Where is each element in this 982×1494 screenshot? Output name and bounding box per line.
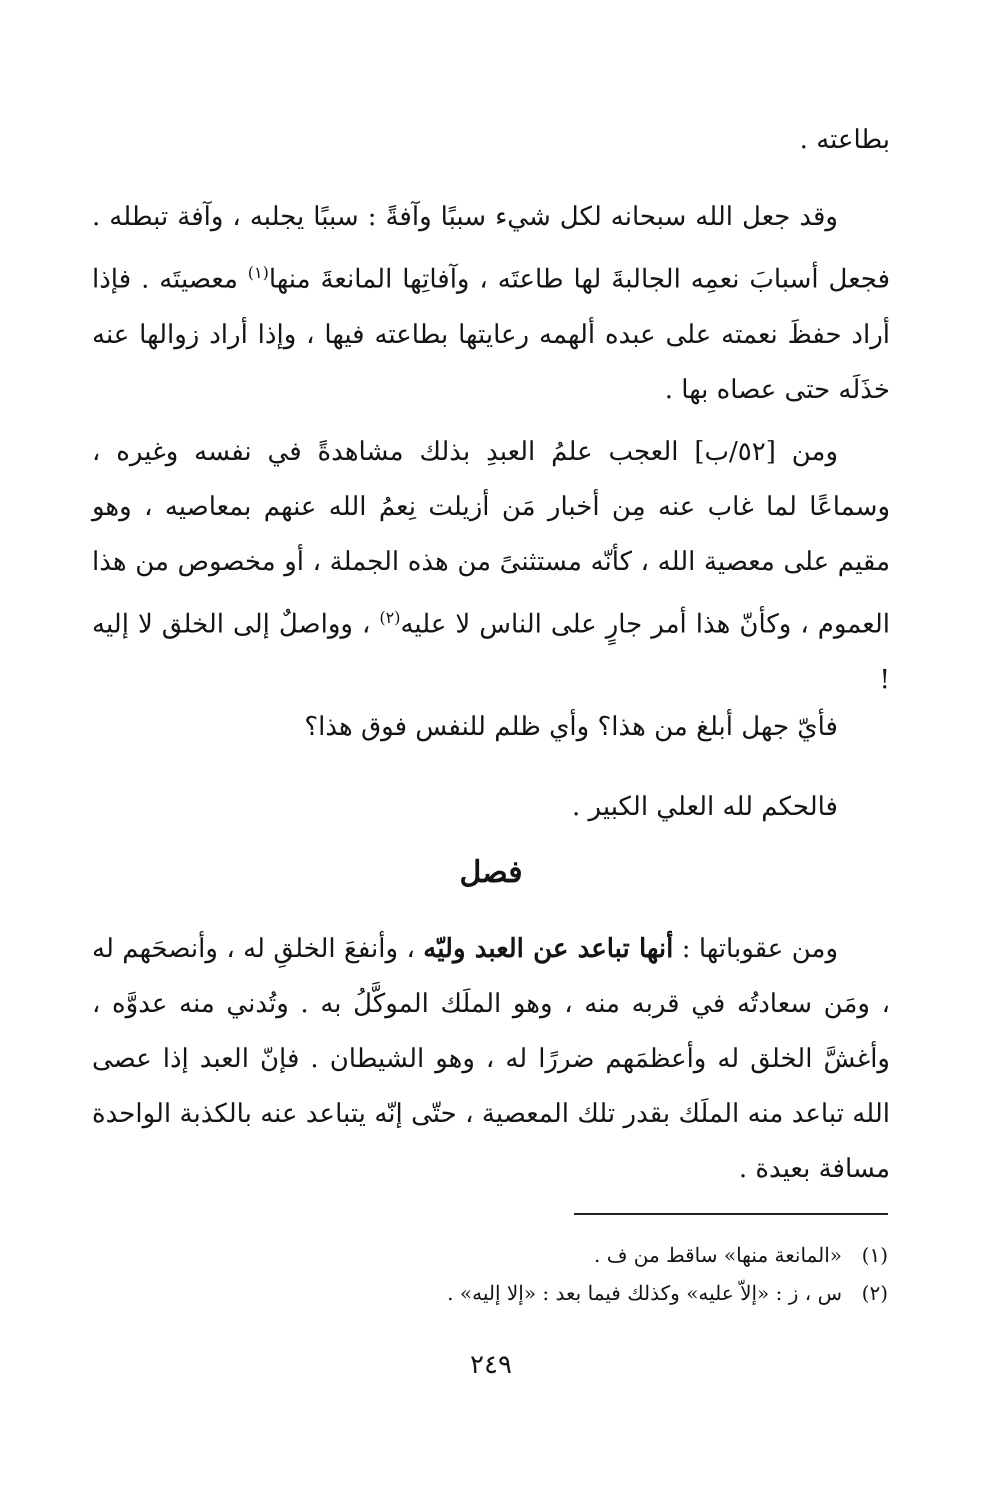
paragraph-5-text bbox=[92, 922, 890, 1197]
paragraph-4-text: فالحكم لله العلي الكبير . bbox=[571, 792, 838, 822]
paragraph-continuation bbox=[92, 113, 890, 168]
footnote-text: س ، ز : «إلاّ عليه» وكذلك فيما بعد : «إلا إليه» . bbox=[447, 1281, 842, 1305]
paragraph-2-part-1: ومن [٥٢/ب] العجب علمُ العبدِ بذلك مشاهدةً في نفسه وغيره ، وسماعًا لما غاب عنه مِن أخبار مَن أزيلت نِعمُ الله عنهم بمعاصيه ، وهو مقيم على معصية الله ، كأنّه مستثنىً من هذه الجملة ، أو مخصوص من هذا العموم ، وكأنّ هذا أمر جارٍ على الناس لا عليه bbox=[92, 437, 891, 640]
paragraph-3 bbox=[92, 700, 890, 755]
footnote-ref-1: (١) bbox=[247, 263, 269, 282]
paragraph-2 bbox=[92, 425, 890, 708]
section-heading: فصل bbox=[459, 855, 523, 890]
paragraph-5 bbox=[92, 922, 890, 1197]
paragraph-1-part-2: معصيتَه . فإذا أراد حفظَ نعمته على عبده ألهمه رعايتها بطاعته فيها ، وإذا أراد زوالها عنه خذَلَه حتى عصاه بها . bbox=[92, 264, 890, 405]
footnote-text: «المانعة منها» ساقط من ف . bbox=[594, 1243, 842, 1267]
footnote-divider bbox=[574, 1213, 888, 1215]
page-number: ٢٤٩ bbox=[470, 1350, 512, 1380]
paragraph-5-part-1: ومن عقوباتها : bbox=[673, 934, 838, 964]
paragraph-3-text: فأيّ جهل أبلغ من هذا؟ وأي ظلم للنفس فوق هذا؟ bbox=[304, 712, 838, 742]
continuation-text: بطاعته . bbox=[799, 125, 890, 155]
footnote-2 bbox=[108, 1274, 888, 1312]
footnote-number: (٢) bbox=[861, 1281, 888, 1305]
footnotes bbox=[108, 1236, 888, 1312]
paragraph-5-emphasis: أنها تباعد عن العبد وليّه bbox=[423, 934, 674, 964]
footnote-1 bbox=[108, 1236, 888, 1274]
paragraph-1-text bbox=[92, 190, 890, 418]
footnote-ref-2: (٢) bbox=[379, 608, 401, 627]
paragraph-5-part-2: ، وأنفعَ الخلقِ له ، وأنصحَهم له ، ومَن سعادتُه في قربه منه ، وهو الملَك الموكَّلُ به . وتُدني منه عدوَّه ، وأغشَّ الخلق له وأعظمَهم ضررًا له ، وهو الشيطان . فإنّ العبد إذا عصى الله تباعد منه الملَك بقدر تلك المعصية ، حتّى إنّه يتباعد عنه بالكذبة الواحدة مسافة بعيدة . bbox=[92, 934, 890, 1184]
paragraph-1-part-1: وقد جعل الله سبحانه لكل شيء سببًا وآفةً : سببًا يجلبه ، وآفة تبطله . فجعل أسبابَ نعمِه الجالبةَ لها طاعتَه ، وآفاتِها المانعةَ منها bbox=[92, 202, 890, 295]
paragraph-4 bbox=[92, 780, 890, 835]
paragraph-2-part-2: ، وواصلٌ إلى الخلق لا إليه ! bbox=[92, 609, 890, 695]
paragraph-1 bbox=[92, 190, 890, 418]
footnote-number: (١) bbox=[861, 1243, 888, 1267]
paragraph-2-text bbox=[92, 425, 890, 708]
